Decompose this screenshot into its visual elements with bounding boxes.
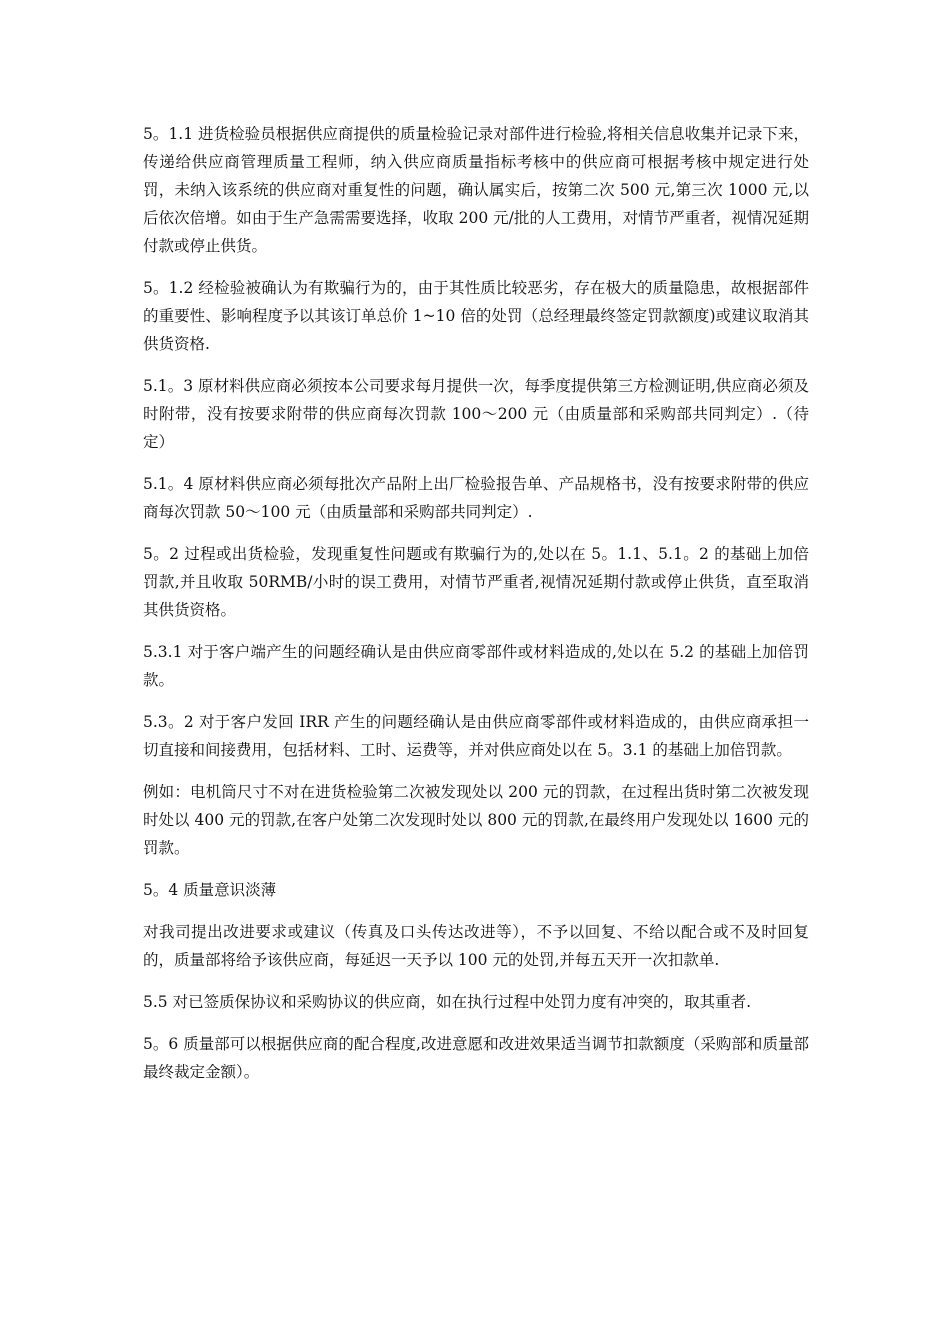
clause-5-1-3: 5.1。3 原材料供应商必须按本公司要求每月提供一次，每季度提供第三方检测证明,供应商必须及时附带，没有按要求附带的供应商每次罚款 100～200 元（由质量部和采购部共同判定）.（待定） bbox=[143, 377, 809, 451]
clause-5-3-2: 5.3。2 对于客户发回 IRR 产生的问题经确认是由供应商零部件或材料造成的，由供应商承担一切直接和间接费用，包括材料、工时、运费等，并对供应商处以在 5。3.1 的基础上加倍罚款。 bbox=[143, 713, 809, 759]
clause-5-3-1: 5.3.1 对于客户端产生的问题经确认是由供应商零部件或材料造成的,处以在 5.2 的基础上加倍罚款。 bbox=[143, 643, 809, 689]
clause-5-2: 5。2 过程或出货检验，发现重复性问题或有欺骗行为的,处以在 5。1.1、5.1。2 的基础上加倍罚款,并且收取 50RMB/小时的误工费用，对情节严重者,视情况延期付款或停止供货，直至取消其供货资格。 bbox=[143, 545, 809, 619]
clause-5-6: 5。6 质量部可以根据供应商的配合程度,改进意愿和改进效果适当调节扣款额度（采购部和质量部最终裁定金额）。 bbox=[143, 1035, 809, 1081]
clause-5-1-4: 5.1。4 原材料供应商必须每批次产品附上出厂检验报告单、产品规格书，没有按要求附带的供应商每次罚款 50～100 元（由质量部和采购部共同判定）. bbox=[143, 475, 809, 521]
document-body bbox=[143, 120, 809, 1100]
clause-5-5: 5.5 对已签质保协议和采购协议的供应商，如在执行过程中处罚力度有冲突的，取其重者. bbox=[143, 993, 752, 1011]
clause-5-1-1: 5。1.1 进货检验员根据供应商提供的质量检验记录对部件进行检验,将相关信息收集并记录下来，传递给供应商管理质量工程师，纳入供应商质量指标考核中的供应商可根据考核中规定进行处罚，未纳入该系统的供应商对重复性的问题，确认属实后，按第二次 500 元,第三次 1000 元,以后依次倍增。如由于生产急需需要选择，收取 200 元/批的人工费用，对情节严重者，视情况延期付款或停止供货。 bbox=[143, 125, 809, 255]
clause-5-1-2: 5。1.2 经检验被确认为有欺骗行为的，由于其性质比较恶劣，存在极大的质量隐患，故根据部件的重要性、影响程度予以其该订单总价 1~10 倍的处罚（总经理最终签定罚款额度)或建议取消其供货资格. bbox=[143, 279, 809, 353]
example-paragraph: 例如：电机筒尺寸不对在进货检验第二次被发现处以 200 元的罚款，在过程出货时第二次被发现时处以 400 元的罚款,在客户处第二次发现时处以 800 元的罚款,在最终用户发现处以 1600 元的罚款。 bbox=[143, 783, 809, 857]
clause-5-4-body: 对我司提出改进要求或建议（传真及口头传达改进等），不予以回复、不给以配合或不及时回复的，质量部将给予该供应商，每延迟一天予以 100 元的处罚,并每五天开一次扣款单. bbox=[143, 923, 809, 969]
clause-5-4-heading: 5。4 质量意识淡薄 bbox=[143, 881, 277, 899]
